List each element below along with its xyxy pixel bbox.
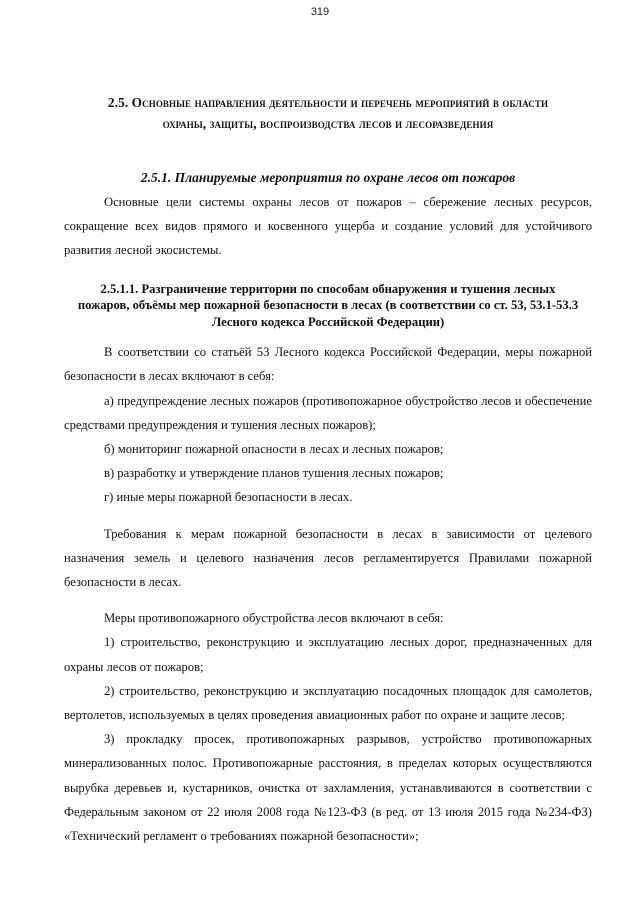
measure-item-1: 1) строительство, реконструкцию и эксплуатацию лесных дорог, предназначенных для охраны лесов от пожаров; xyxy=(64,635,592,674)
paragraph-a0: В соответствии со статьёй 53 Лесного кодекса Российской Федерации, меры пожарной безопасности в лесах включают в себя: xyxy=(64,345,592,384)
intro-text-after: сбережение лесных ресурсов, сокращение всех видов прямого и косвенного ущерба и создание условий для устойчивого развития лесной экосистемы. xyxy=(64,195,592,258)
subsection-title: 2.5.1. Планируемые мероприятия по охране лесов от пожаров xyxy=(140,170,516,185)
list-item-v: в) разработку и утверждение планов тушения лесных пожаров; xyxy=(104,466,444,481)
subsubsection-title xyxy=(64,281,592,331)
sub3-title-line1: 2.5.1.1. Разграничение территории по способам обнаружения и тушения лесных xyxy=(100,281,556,296)
section-title xyxy=(64,92,592,134)
spacer xyxy=(64,510,592,522)
measures-intro: Меры противопожарного обустройства лесов включают в себя: xyxy=(104,611,444,626)
list-item-g: г) иные меры пожарной безопасности в лесах. xyxy=(104,490,353,505)
section-title-line2: охраны, защиты, воспроизводства лесов и лесоразведения xyxy=(162,116,494,131)
intro-dash: – xyxy=(409,195,416,209)
intro-text-before: Основные цели системы охраны лесов от пожаров xyxy=(104,195,410,209)
list-item-b: б) мониторинг пожарной опасности в лесах и лесных пожаров; xyxy=(104,441,444,456)
requirements-paragraph: Требования к мерам пожарной безопасности в лесах в зависимости от целевого назначения земель и целевого назначения лесов регламентируется Правилами пожарной безопасности в лесах. xyxy=(64,526,592,589)
section-title-line1: 2.5. Основные направления деятельности и перечень мероприятий в области xyxy=(107,95,549,110)
intro-paragraph xyxy=(64,190,592,263)
measure-item-2: 2) строительство, реконструкцию и эксплуатацию посадочных площадок для самолетов, вертолетов, используемых в целях проведения авиационных работ по охране и защите лесов; xyxy=(64,683,592,722)
sub3-title-line2: пожаров, объёмы мер пожарной безопасности в лесах (в соответствии со ст. 53, 53.1-53.3 xyxy=(77,298,579,313)
sub3-title-line3: Лесного кодекса Российской Федерации) xyxy=(211,314,445,329)
measure-item-3: 3) прокладку просек, противопожарных разрывов, устройство противопожарных минерализованных полос. Противопожарные расстояния, в пределах которых осуществляются вырубка деревьев и, кустарников, очистка от захламления, устанавливаются в соответствии с Федеральным законом от 22 июля 2008 года №123-ФЗ (в ред. от 13 июля 2015 года №234-ФЗ) «Технический регламент о требованиях пожарной безопасности»; xyxy=(64,732,592,843)
list-item-a: а) предупреждение лесных пожаров (противопожарное обустройство лесов и обеспечение средствами предупреждения и тушения лесных пожаров); xyxy=(64,393,592,432)
document-body xyxy=(64,92,592,848)
page-number: 319 xyxy=(310,6,330,18)
spacer xyxy=(64,594,592,606)
